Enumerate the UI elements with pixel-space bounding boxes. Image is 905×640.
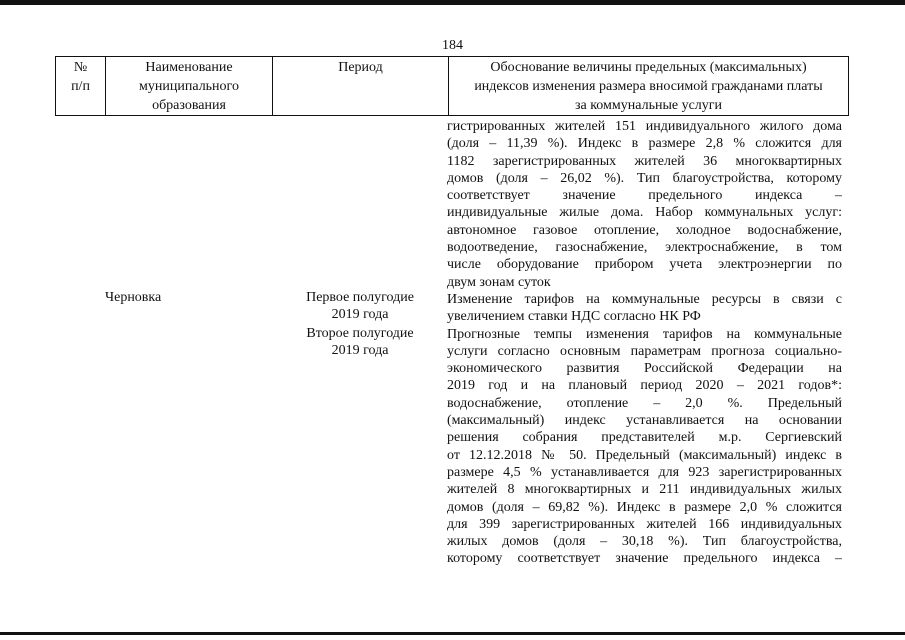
basis-line: Прогнозные темпы изменения тарифов на коммунальные — [447, 326, 842, 342]
period-list — [272, 289, 448, 359]
basis-line: увеличением ставки НДС согласно НК РФ — [447, 309, 701, 325]
basis-line: двум зонам суток — [447, 274, 551, 290]
basis-line: экономического развития Российской Федерации на — [447, 361, 842, 377]
basis-line: услуги согласно основным параметрам прогноза социально- — [447, 343, 842, 359]
scan-edge-bottom — [0, 632, 905, 635]
header-cell-basis — [449, 57, 849, 116]
basis-line: водоснабжение, отопление – 2,0 %. Предельный — [447, 395, 842, 411]
basis-line: индивидуальные жилые дома. Набор коммунальных услуг: — [447, 205, 842, 221]
basis-line: 2019 год и на плановый период 2020 – 2021 годов*: — [447, 378, 842, 394]
basis-line: (максимальный) индекс устанавливается на основании — [447, 413, 842, 429]
table-header — [55, 56, 849, 116]
period-line: 2019 года — [331, 343, 389, 358]
scan-edge-top — [0, 0, 905, 5]
header-basis-line: Обоснование величины предельных (максимальных) — [490, 60, 807, 75]
basis-line: размере 4,5 % устанавливается для 923 зарегистрированных — [447, 464, 842, 480]
basis-line: жителей 8 многоквартирных и 211 индивидуальных жилых — [447, 482, 842, 498]
basis-line: водоотведение, газоснабжение, электроснабжение, в том — [447, 240, 842, 256]
header-basis-line: индексов изменения размера вносимой гражданами платы — [474, 79, 823, 94]
page-number: 184 — [442, 38, 463, 53]
header-municipality-line: Наименование — [145, 60, 233, 75]
basis-line: жилых домов (доля – 30,18 %). Тип благоустройства, — [447, 534, 842, 550]
basis-line: числе оборудование прибором учета электроэнергии по — [447, 257, 842, 273]
basis-text — [447, 118, 842, 568]
basis-line: гистрированных жителей 151 индивидуального жилого дома — [447, 119, 842, 134]
basis-line: решения собрания представителей м.р. Сергиевский — [447, 430, 842, 446]
header-basis-line: за коммунальные услуги — [574, 98, 723, 113]
basis-line: автономное газовое отопление, холодное водоснабжение, — [447, 222, 842, 238]
basis-line: соответствует значение предельного индекса – — [447, 188, 842, 204]
header-cell-number — [56, 57, 106, 116]
basis-line: домов (доля – 69,82 %). Индекс в размере 2,0 % сложится — [447, 499, 842, 515]
basis-line: которому соответствует значение предельного индекса – — [447, 551, 842, 567]
header-cell-municipality — [106, 57, 273, 116]
basis-line: домов (доля – 26,02 %). Тип благоустройства, которому — [447, 170, 842, 186]
header-number-line: № — [73, 60, 88, 75]
header-municipality-line: муниципального — [139, 79, 239, 94]
header-number-line: п/п — [71, 79, 90, 94]
basis-line: 1182 зарегистрированных жителей 36 многоквартирных — [447, 153, 842, 169]
period-line: Первое полугодие — [306, 290, 414, 305]
header-municipality-line: образования — [152, 98, 226, 113]
basis-line: для 399 зарегистрированных жителей 166 индивидуальных — [447, 516, 842, 532]
basis-line: от 12.12.2018 № 50. Предельный (максимальный) индекс в — [447, 447, 842, 463]
header-cell-period — [273, 57, 449, 116]
basis-line: (доля – 11,39 %). Индекс в размере 2,8 % сложится для — [447, 136, 842, 152]
period-line: Второе полугодие — [306, 326, 414, 341]
period-line: 2019 года — [331, 307, 389, 322]
municipality-name: Черновка — [105, 290, 162, 305]
basis-line: Изменение тарифов на коммунальные ресурсы в связи с — [447, 291, 842, 307]
header-period-line: Период — [338, 60, 383, 75]
